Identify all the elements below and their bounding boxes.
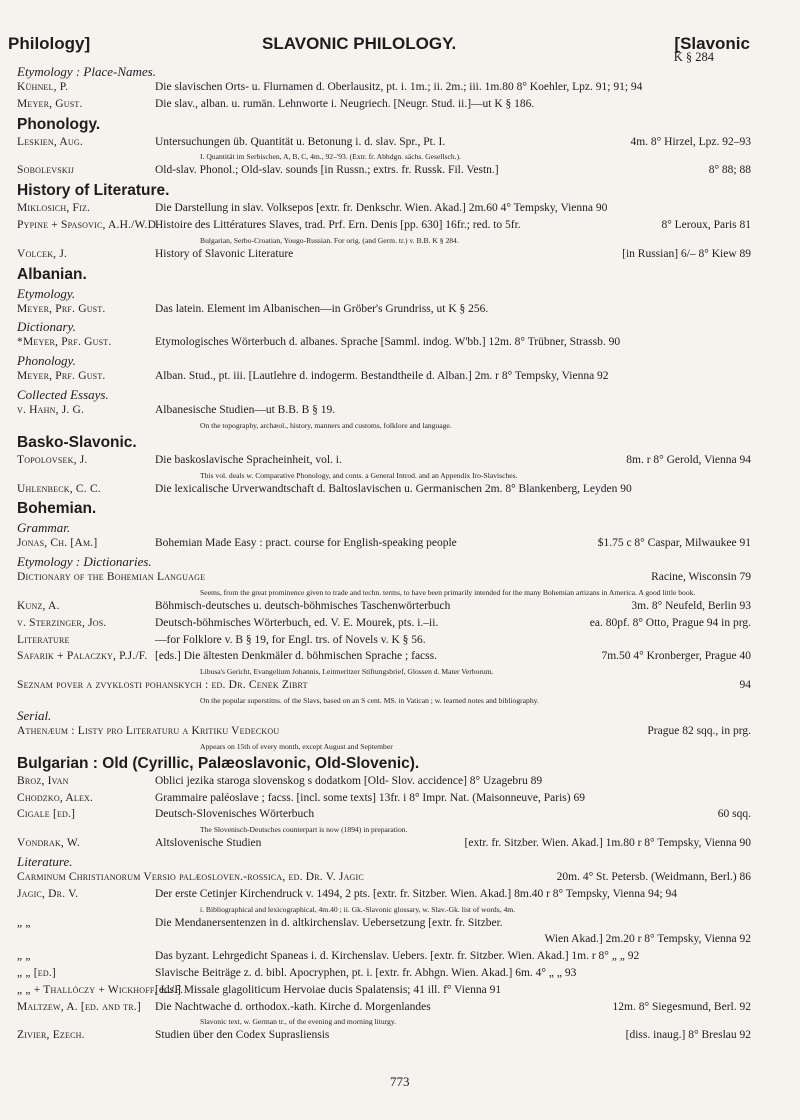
entry-note-text: Appears on 15th of every month, except August and September bbox=[200, 741, 393, 751]
entry-title: Der erste Cetinjer Kirchendruck v. 1494, 2 pts. [extr. fr. Sitzber. Wien. Akad.] 8m.40 r 8° Tempsky, Vienna 94; 94 bbox=[155, 887, 678, 900]
subsection-heading-text: Etymology : Dictionaries. bbox=[17, 554, 152, 570]
entry-title: Studien über den Codex Suprasliensis bbox=[155, 1029, 330, 1042]
entry-author: Dictionary of the Bohemian Language bbox=[17, 571, 206, 584]
bibliography-entry bbox=[0, 650, 800, 667]
section-heading bbox=[0, 181, 800, 202]
bibliography-entry bbox=[0, 600, 800, 617]
entry-author: Carminum Christianorum Versio palæosloven.-rossica, ed. Dr. V. Jagic bbox=[17, 870, 364, 883]
bibliography-entry bbox=[0, 454, 800, 471]
subsection-heading-text: Etymology. bbox=[17, 285, 76, 301]
section-heading-text: Phonology. bbox=[17, 115, 101, 133]
bibliography-entry bbox=[0, 808, 800, 825]
entry-publication: 60 sqq. bbox=[717, 808, 751, 821]
entry-author: „ „ + Thallóczy + Wickhoff, L./F. bbox=[17, 983, 184, 996]
entry-note-text: Seems, from the great prominence given to trade and techn. terms, to have been primarily intended for the many Bohemian artizans in America. A good little book. bbox=[200, 587, 696, 597]
bibliography-entry bbox=[0, 98, 800, 115]
entry-author: Maltzew, A. [ed. and tr.] bbox=[17, 1000, 141, 1013]
entry-title: Die Mendanersentenzen in d. altkirchenslav. Uebersetzung [extr. fr. Sitzber. bbox=[155, 916, 503, 929]
entry-publication: Racine, Wisconsin 79 bbox=[651, 571, 751, 584]
entry-title: Albanesische Studien—ut B.B. B § 19. bbox=[155, 403, 336, 416]
entry-title: [eds.] Missale glagoliticum Hervoiae ducis Spalatensis; 41 ill. f° Vienna 91 bbox=[155, 983, 502, 996]
section-heading bbox=[0, 265, 800, 286]
subsection-heading bbox=[0, 64, 800, 81]
entry-author: *Meyer, Prf. Gust. bbox=[17, 336, 112, 349]
bibliography-entry bbox=[0, 837, 800, 854]
header-center: SLAVONIC PHILOLOGY. bbox=[262, 34, 457, 53]
page-number: 773 bbox=[390, 1074, 410, 1089]
entry-publication: 20m. 4° St. Petersb. (Weidmann, Berl.) 86 bbox=[556, 870, 751, 883]
entry-title: Deutsch-Slovenisches Wörterbuch bbox=[155, 808, 315, 821]
subsection-heading-text: Dictionary. bbox=[17, 319, 76, 335]
entry-publication: 8m. r 8° Gerold, Vienna 94 bbox=[626, 453, 751, 466]
bibliography-entry bbox=[0, 967, 800, 984]
entry-title: Das latein. Element im Albanischen—in Gröber's Grundriss, ut K § 256. bbox=[155, 302, 489, 315]
entry-author: Cigale [ed.] bbox=[17, 808, 76, 821]
entry-author: Leskien, Aug. bbox=[17, 135, 83, 148]
bibliography-entry bbox=[0, 404, 800, 421]
entry-author: Vondrak, W. bbox=[17, 837, 80, 850]
entry-author: Meyer, Prf. Gust. bbox=[17, 302, 106, 315]
bibliography-entry bbox=[0, 336, 800, 353]
entry-note bbox=[0, 667, 800, 679]
entry-title: Alban. Stud., pt. iii. [Lautlehre d. indogerm. Bestandtheile d. Alban.] 2m. r 8° Tempsky, Vienna 92 bbox=[155, 370, 609, 383]
entry-author: Chodzko, Alex. bbox=[17, 791, 94, 804]
section-heading bbox=[0, 433, 800, 454]
section-reference: K § 284 bbox=[673, 50, 714, 64]
entry-note-text: I. Quantität im Serbischen, A, B, C, 4m., 92–'93. (Extr. fr. Abhdgn. sächs. Gesellsch.). bbox=[200, 152, 462, 162]
entry-note-text: On the topography, archæol., history, manners and customs, folklore and language. bbox=[200, 420, 452, 430]
entry-author: Zivier, Ezech. bbox=[17, 1029, 85, 1042]
entry-author: Seznam pover a zvyklosti pohanskych : ed. Dr. Cenek Zibrt bbox=[17, 679, 308, 692]
entry-publication: Prague 82 sqq., in prg. bbox=[647, 724, 751, 737]
bibliography-entry bbox=[0, 888, 800, 905]
entry-title: Slavische Beiträge z. d. bibl. Apocryphen, pt. i. [extr. fr. Abhgn. Wien. Akad.] 6m. 4° „ „ 93 bbox=[155, 966, 577, 979]
bibliography-entry bbox=[0, 537, 800, 554]
entry-title: Die slavischen Orts- u. Flurnamen d. Oberlausitz, pt. i. 1m.; ii. 2m.; iii. 1m.80 8° Koehler, Lpz. 91; 91; 94 bbox=[155, 81, 643, 93]
subsection-heading bbox=[0, 708, 800, 725]
bibliography-entry bbox=[0, 679, 800, 696]
section-heading-text: History of Literature. bbox=[17, 182, 170, 200]
entry-publication: ea. 80pf. 8° Otto, Prague 94 in prg. bbox=[589, 616, 751, 629]
entry-author: Athenæum : Listy pro Literaturu a Kritiku Vedeckou bbox=[17, 724, 280, 737]
entry-author: v. Sterzinger, Jos. bbox=[17, 616, 107, 629]
section-heading bbox=[0, 115, 800, 136]
entry-publication: [in Russian] 6/– 8° Kiew 89 bbox=[622, 247, 751, 260]
bibliography-entry bbox=[0, 136, 800, 153]
entry-title: Histoire des Littératures Slaves, trad. Prf. Ern. Denis [pp. 630] 16fr.; red. to 5fr. bbox=[155, 218, 521, 231]
entry-author: v. Hahn, J. G. bbox=[17, 403, 85, 416]
entry-title: Untersuchungen üb. Quantität u. Betonung i. d. slav. Spr., Pt. I. bbox=[155, 135, 446, 148]
entry-title: Die Darstellung in slav. Volksepos [extr. fr. Denkschr. Wien. Akad.] 2m.60 4° Tempsky, Vienna 90 bbox=[155, 202, 608, 215]
bibliography-entry bbox=[0, 370, 800, 387]
bibliography-entry bbox=[0, 1029, 800, 1046]
section-heading-text: Bohemian. bbox=[17, 500, 97, 518]
entry-note bbox=[0, 471, 800, 483]
header-right: [Slavonic bbox=[674, 34, 750, 53]
entry-note-text: On the popular superstitns. of the Slavs, based on an S cent. MS. in Vatican ; w. learned notes and bibliography. bbox=[200, 695, 539, 705]
entry-author: Jagic, Dr. V. bbox=[17, 887, 79, 900]
entry-title: Die slav., alban. u. rumän. Lehnworte i. Neugriech. [Neugr. Stud. ii.]—ut K § 186. bbox=[155, 97, 535, 110]
entry-note-text: i. Bibliographical and lexicographical, 4m.40 ; ii. Gk.-Slavonic glossary, w. Slav.-Gk. list of words, 4m. bbox=[200, 904, 516, 914]
entry-note-text: This vol. deals w. Comparative Phonology, and conts. a General Introd. and an Appendix Iro-Slavisches. bbox=[200, 470, 518, 480]
entry-note bbox=[0, 1017, 800, 1029]
section-heading bbox=[0, 754, 800, 775]
entry-publication: [extr. fr. Sitzber. Wien. Akad.] 1m.80 r 8° Tempsky, Vienna 90 bbox=[464, 837, 751, 850]
entry-note-text: The Slovenisch-Deutsches counterpart is now (1894) in preparation. bbox=[200, 825, 408, 835]
entry-title: Deutsch-böhmisches Wörterbuch, ed. V. E. Mourek, pts. i.–ii. bbox=[155, 616, 439, 629]
entry-author: „ „ [ed.] bbox=[17, 966, 56, 979]
bibliography-entry bbox=[0, 81, 800, 98]
bibliography-entry bbox=[0, 984, 800, 1001]
entry-author: Pypine + Spasovic, A.H./W.D. bbox=[17, 218, 160, 231]
entry-publication: 8° Leroux, Paris 81 bbox=[661, 218, 751, 231]
subsection-heading-text: Grammar. bbox=[17, 520, 71, 536]
subsection-heading bbox=[0, 387, 800, 404]
entry-author: Literature bbox=[17, 633, 70, 646]
entry-author: Sobolevskij bbox=[17, 164, 75, 177]
entry-author: „ „ bbox=[17, 916, 31, 929]
subsection-heading-text: Etymology : Place-Names. bbox=[17, 64, 156, 79]
entry-title: Altslovenische Studien bbox=[155, 837, 262, 850]
bibliography-entry bbox=[0, 571, 800, 588]
entry-author: Topolovsek, J. bbox=[17, 453, 88, 466]
entry-author: „ „ bbox=[17, 950, 31, 963]
section-heading-text: Bulgarian : Old (Cyrillic, Palæoslavonic, Old-Slovenic). bbox=[17, 754, 420, 772]
subsection-heading bbox=[0, 554, 800, 571]
bibliography-entry bbox=[0, 792, 800, 809]
subsection-heading-text: Phonology. bbox=[17, 353, 76, 369]
entry-title: Etymologisches Wörterbuch d. albanes. Sprache [Samml. indog. W'bb.] 12m. 8° Trübner, Strassb. 90 bbox=[155, 336, 621, 349]
header-left: Philology] bbox=[8, 34, 91, 53]
entry-note bbox=[0, 905, 800, 917]
bibliography-entry bbox=[0, 917, 800, 934]
bibliography-entry bbox=[0, 950, 800, 967]
subsection-heading-text: Serial. bbox=[17, 707, 52, 723]
entry-author: Miklosich, Fiz. bbox=[17, 202, 91, 215]
entry-title: Grammaire paléoslave ; facss. [incl. some texts] 13fr. i 8° Impr. Nat. (Maisonneuve, Paris) 69 bbox=[155, 791, 585, 804]
entry-author: Broz, Ivan bbox=[17, 774, 69, 787]
entry-author: Uhlenbeck, C. C. bbox=[17, 482, 101, 495]
entry-title: Böhmisch-deutsches u. deutsch-böhmisches Taschenwörterbuch bbox=[155, 599, 451, 612]
entry-publication: [diss. inaug.] 8° Breslau 92 bbox=[625, 1029, 751, 1042]
entry-note bbox=[0, 152, 800, 164]
entry-note-text: Libusa's Gericht, Evangelium Johannis, Leitmeritzer Stiftungsbrief, Glossen d. Mater Verborum. bbox=[200, 667, 494, 677]
entry-title: Die lexicalische Urverwandtschaft d. Baltoslavischen u. Germanischen 2m. 8° Blankenberg, Leyden 90 bbox=[155, 482, 632, 495]
bibliography-entry bbox=[0, 248, 800, 265]
entry-title: History of Slavonic Literature bbox=[155, 247, 294, 260]
bibliography-entries bbox=[0, 64, 800, 1046]
bibliography-entry bbox=[0, 1001, 800, 1018]
entry-author: Meyer, Gust. bbox=[17, 97, 83, 110]
entry-publication: Wien Akad.] 2m.20 r 8° Tempsky, Vienna 92 bbox=[544, 933, 751, 946]
subsection-heading bbox=[0, 520, 800, 537]
bibliography-entry bbox=[0, 871, 800, 888]
section-heading-text: Albanian. bbox=[17, 265, 87, 283]
entry-publication: 7m.50 4° Kronberger, Prague 40 bbox=[601, 650, 751, 663]
entry-title: Oblici jezika staroga slovenskog s dodatkom [Old- Slov. accidence] 8° Uzagebru 89 bbox=[155, 774, 543, 787]
entry-publication: 4m. 8° Hirzel, Lpz. 92–93 bbox=[630, 135, 751, 148]
entry-publication: 8° 88; 88 bbox=[708, 164, 751, 177]
section-heading-text: Basko-Slavonic. bbox=[17, 433, 137, 451]
bibliography-entry bbox=[0, 634, 800, 651]
entry-note bbox=[0, 236, 800, 248]
entry-title: Old-slav. Phonol.; Old-slav. sounds [in Russn.; extrs. fr. Russk. Fil. Vestn.] bbox=[155, 164, 499, 177]
entry-note bbox=[0, 742, 800, 754]
entry-note bbox=[0, 696, 800, 708]
subsection-heading bbox=[0, 286, 800, 303]
bibliography-entry bbox=[0, 933, 800, 950]
entry-author: Kühnel, P. bbox=[17, 81, 69, 93]
entry-note-text: Slavonic text, w. German tr., of the evening and morning liturgy. bbox=[200, 1017, 397, 1027]
subsection-heading-text: Literature. bbox=[17, 853, 73, 869]
bibliography-entry bbox=[0, 202, 800, 219]
entry-author: Jonas, Ch. [Am.] bbox=[17, 537, 98, 550]
entry-publication: 3m. 8° Neufeld, Berlin 93 bbox=[631, 599, 751, 612]
entry-note-text: Bulgarian, Serbo-Croatian, Yougo-Russian. For orig. (and Germ. tr.) v. B.B. K § 284. bbox=[200, 235, 459, 245]
bibliography-entry bbox=[0, 725, 800, 742]
section-heading bbox=[0, 499, 800, 520]
entry-title: Das byzant. Lehrgedicht Spaneas i. d. Kirchenslav. Uebers. [extr. fr. Sitzber. Wien. Akad.] 1m. r 8° „ „ 92 bbox=[155, 950, 640, 963]
entry-publication: 12m. 8° Siegesmund, Berl. 92 bbox=[612, 1000, 751, 1013]
entry-publication: $1.75 c 8° Caspar, Milwaukee 91 bbox=[597, 537, 751, 550]
entry-author: Kunz, A. bbox=[17, 599, 60, 612]
entry-author: Safarik + Palaczky, P.J./F. bbox=[17, 650, 148, 663]
entry-title: Die Nachtwache d. orthodox.-kath. Kirche d. Morgenlandes bbox=[155, 1000, 431, 1013]
bibliography-entry bbox=[0, 219, 800, 236]
entry-title: Bohemian Made Easy : pract. course for English-speaking people bbox=[155, 537, 457, 550]
entry-author: Volcek, J. bbox=[17, 247, 68, 260]
bibliography-entry bbox=[0, 775, 800, 792]
subsection-heading bbox=[0, 353, 800, 370]
bibliography-entry bbox=[0, 164, 800, 181]
subsection-heading-text: Collected Essays. bbox=[17, 386, 109, 402]
entry-title: [eds.] Die ältesten Denkmäler d. böhmischen Sprache ; facss. bbox=[155, 650, 437, 663]
entry-title: Die baskoslavische Spracheinheit, vol. i. bbox=[155, 453, 342, 466]
entry-note bbox=[0, 825, 800, 837]
bibliography-entry bbox=[0, 483, 800, 500]
bibliography-entry bbox=[0, 303, 800, 320]
entry-note bbox=[0, 588, 800, 600]
bibliography-entry bbox=[0, 617, 800, 634]
subsection-heading bbox=[0, 854, 800, 871]
entry-title: —for Folklore v. B § 19, for Engl. trs. of Novels v. K § 56. bbox=[155, 633, 426, 646]
entry-publication: 94 bbox=[739, 679, 751, 692]
subsection-heading bbox=[0, 319, 800, 336]
entry-author: Meyer, Prf. Gust. bbox=[17, 370, 106, 383]
entry-note bbox=[0, 421, 800, 433]
